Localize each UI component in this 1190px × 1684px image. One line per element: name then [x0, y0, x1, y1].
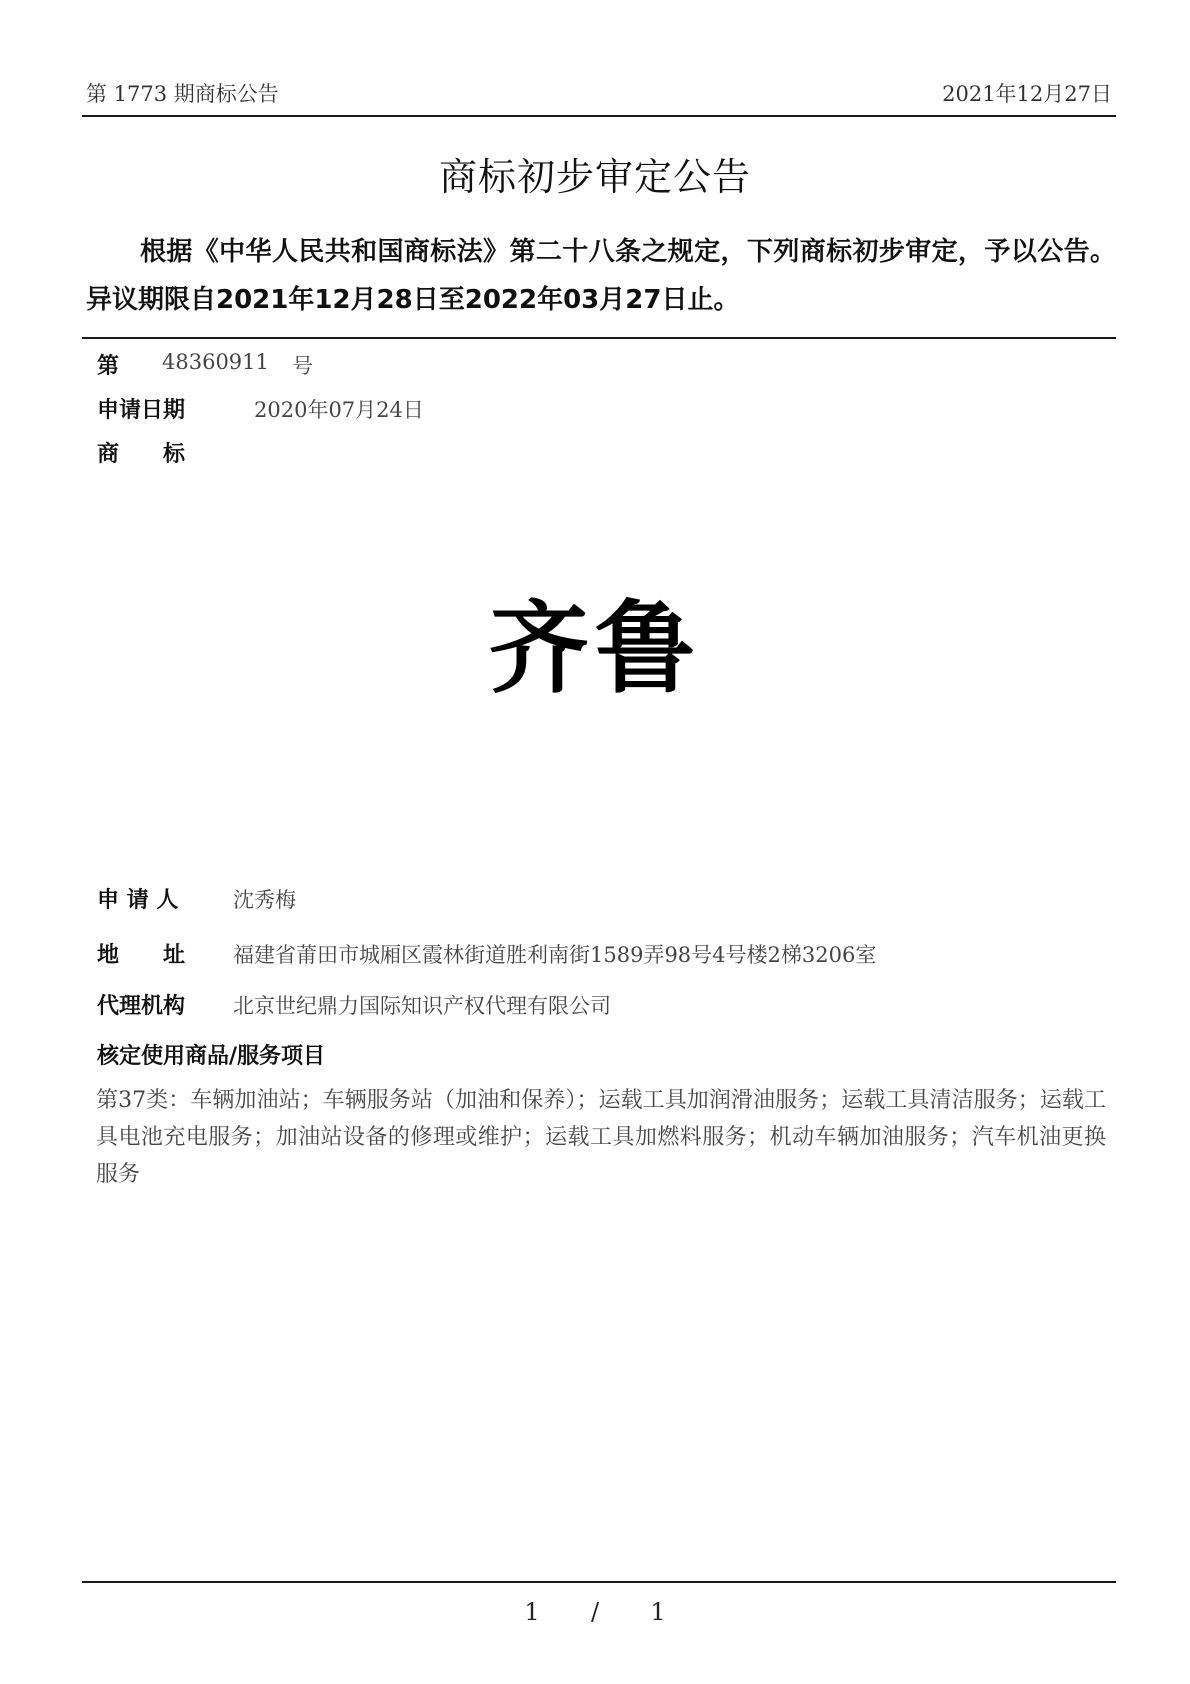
trademark-text: 齐鲁 — [489, 590, 701, 707]
agency-value: 北京世纪鼎力国际知识产权代理有限公司 — [233, 994, 611, 1018]
footer-divider — [82, 1581, 1116, 1583]
number-suffix: 号 — [292, 354, 313, 378]
app-date-label: 申请日期 — [97, 398, 186, 423]
address-label: 地 址 — [97, 943, 186, 968]
intro-paragraph: 根据《中华人民共和国商标法》第二十八条之规定，下列商标初步审定，予以公告。异议期限自2021年12月28日至2022年03月27日止。 — [86, 237, 1116, 315]
number-prefix: 第 — [97, 354, 120, 379]
header-divider — [82, 115, 1116, 117]
applicant-value: 沈秀梅 — [233, 888, 296, 912]
registration-number: 48360911 — [162, 350, 269, 374]
applicant-label: 申 请 人 — [97, 888, 179, 913]
section-divider — [82, 337, 1116, 339]
total-pages: 1 — [650, 1598, 666, 1626]
current-page: 1 — [524, 1598, 540, 1626]
app-date-value: 2020年07月24日 — [254, 398, 424, 422]
mark-label: 商 标 — [97, 442, 186, 467]
page-title: 商标初步审定公告 — [438, 155, 751, 199]
goods-list: 第37类：车辆加油站；车辆服务站（加油和保养）；运载工具加润滑油服务；运载工具清洁服务；运载工具电池充电服务；加油站设备的修理或维护；运载工具加燃料服务；机动车辆加油服务；汽车机油更换服务 — [96, 1088, 1106, 1187]
issue-date: 2021年12月27日 — [942, 82, 1112, 106]
page-separator: / — [590, 1598, 600, 1626]
issue-label: 第 1773 期商标公告 — [86, 82, 279, 106]
address-value: 福建省莆田市城厢区霞林街道胜利南街1589弄98号4号楼2梯3206室 — [233, 943, 877, 967]
agency-label: 代理机构 — [97, 994, 186, 1019]
goods-label: 核定使用商品/服务项目 — [97, 1044, 326, 1069]
page-number — [0, 1598, 1190, 1626]
